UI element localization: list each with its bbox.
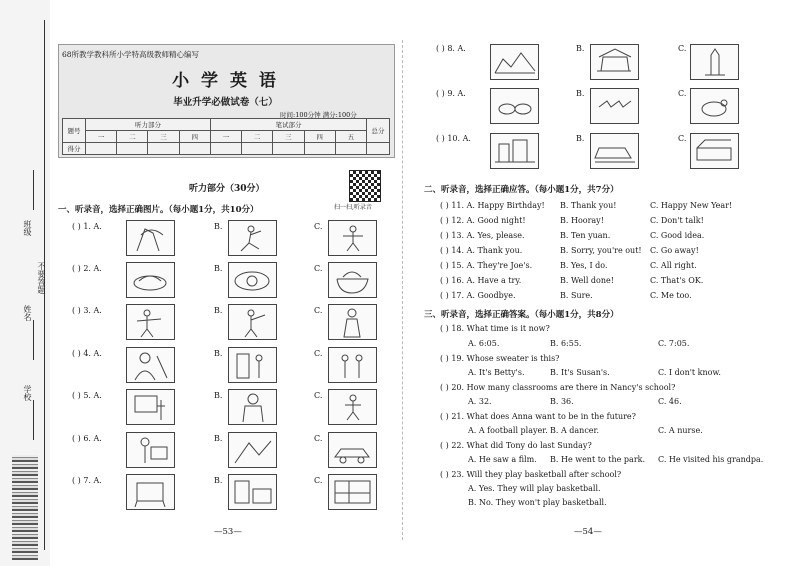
picture-3a[interactable] (126, 304, 175, 340)
question-num: ( ) 8. A. (436, 44, 466, 53)
option-label: C. (314, 349, 323, 358)
name-line (33, 320, 34, 360)
option-c: C. Don't talk! (650, 216, 704, 225)
picture-10c[interactable] (690, 133, 739, 169)
qr-code-icon[interactable] (349, 170, 381, 202)
score-col: 三 (148, 131, 179, 143)
question-num: ( ) 2. A. (72, 264, 102, 273)
picture-6c[interactable] (328, 432, 377, 468)
school-line (33, 400, 34, 440)
question-text: ( ) 18. What time is it now? (440, 324, 550, 333)
question-row: ( ) 15. A. They're Joe's. (440, 261, 533, 270)
option-label: B. (214, 264, 223, 273)
score-col: 四 (179, 131, 210, 143)
option-label: B. (576, 44, 585, 53)
question-text: ( ) 23. Will they play basketball after school? (440, 470, 622, 479)
score-input-cell[interactable] (179, 143, 210, 155)
picture-1c[interactable] (328, 220, 377, 256)
question-num: ( ) 3. A. (72, 306, 102, 315)
option-label: C. (678, 44, 687, 53)
option-c: C. Happy New Year! (650, 201, 733, 210)
option-c: C. A nurse. (658, 426, 703, 435)
option-b: B. 36. (550, 397, 574, 406)
question-num: ( ) 6. A. (72, 434, 102, 443)
score-input-cell[interactable] (117, 143, 148, 155)
picture-5b[interactable] (228, 389, 277, 425)
question-num: ( ) 5. A. (72, 391, 102, 400)
question-num: ( ) 1. A. (72, 222, 102, 231)
score-col: 四 (304, 131, 335, 143)
page-divider (402, 40, 403, 540)
option-b: B. A dancer. (550, 426, 600, 435)
option-label: B. (214, 349, 223, 358)
header-tagline: 68所教学教科所小学特高级教师精心编写 (62, 50, 200, 59)
picture-7a[interactable] (126, 474, 175, 510)
option-c: C. All right. (650, 261, 697, 270)
picture-9b[interactable] (590, 88, 639, 124)
class-line (33, 170, 34, 210)
score-input-cell[interactable] (367, 143, 390, 155)
option-b: B. Ten yuan. (560, 231, 611, 240)
option-b: B. He went to the park. (550, 455, 646, 464)
picture-8a[interactable] (490, 44, 539, 80)
score-col: 一 (210, 131, 241, 143)
picture-8c[interactable] (690, 44, 739, 80)
option-c: C. 46. (658, 397, 682, 406)
picture-5a[interactable] (126, 389, 175, 425)
listening-part-title: 听力部分（30分） (189, 184, 265, 194)
option-label: B. (214, 434, 223, 443)
binding-margin (0, 0, 50, 566)
question-row: ( ) 17. A. Goodbye. (440, 291, 516, 300)
option-a: A. 32. (468, 397, 492, 406)
dont-answer-label: 不要答题 (37, 262, 46, 294)
option-label: C. (314, 306, 323, 315)
option-b: B. 6:55. (550, 339, 582, 348)
question-row: ( ) 11. A. Happy Birthday! (440, 201, 545, 210)
score-input-cell[interactable] (335, 143, 366, 155)
option-label: C. (314, 434, 323, 443)
picture-4b[interactable] (228, 347, 277, 383)
question-text: ( ) 21. What does Anna want to be in the future? (440, 412, 636, 421)
score-input-cell[interactable] (210, 143, 241, 155)
picture-9a[interactable] (490, 88, 539, 124)
option-label: C. (678, 134, 687, 143)
exam-subtitle: 毕业升学必做试卷（七） (173, 97, 278, 108)
option-b: B. No. They won't play basketball. (468, 498, 607, 507)
option-label: B. (214, 391, 223, 400)
score-input-cell[interactable] (86, 143, 117, 155)
option-label: B. (214, 476, 223, 485)
picture-8b[interactable] (590, 44, 639, 80)
section-3-title: 三、听录音，选择正确答案。（每小题1分，共8分） (424, 310, 619, 320)
score-input-cell[interactable] (273, 143, 304, 155)
school-label: 学校 (23, 385, 32, 401)
score-col: 三 (273, 131, 304, 143)
option-c: C. I don't know. (658, 368, 721, 377)
picture-6a[interactable] (126, 432, 175, 468)
picture-2c[interactable] (328, 262, 377, 298)
page-number-right: —54— (574, 527, 602, 537)
question-num: ( ) 7. A. (72, 476, 102, 485)
score-header-cell: 听力部分 (86, 119, 211, 131)
score-col: 二 (117, 131, 148, 143)
option-c: C. Good idea. (650, 231, 705, 240)
picture-2b[interactable] (228, 262, 277, 298)
qr-caption: 扫一扫,听录音 (334, 204, 372, 211)
score-label: 得分 (63, 143, 86, 155)
option-b: B. Sure. (560, 291, 593, 300)
picture-4c[interactable] (328, 347, 377, 383)
option-b: B. It's Susan's. (550, 368, 610, 377)
score-header-cell: 总分 (367, 119, 390, 143)
option-a: A. He saw a film. (468, 455, 537, 464)
name-label: 姓名 (23, 305, 32, 321)
option-label: B. (576, 89, 585, 98)
exam-title: 小 学 英 语 (172, 71, 279, 91)
option-b: B. Thank you! (560, 201, 617, 210)
picture-3b[interactable] (228, 304, 277, 340)
score-header-cell: 笔试部分 (210, 119, 366, 131)
option-label: C. (314, 476, 323, 485)
score-input-cell[interactable] (148, 143, 179, 155)
question-num: ( ) 10. A. (436, 134, 471, 143)
picture-7c[interactable] (328, 474, 377, 510)
option-c: C. Go away! (650, 246, 699, 255)
picture-5c[interactable] (328, 389, 377, 425)
picture-9c[interactable] (690, 88, 739, 124)
question-num: ( ) 9. A. (436, 89, 466, 98)
option-c: C. Me too. (650, 291, 692, 300)
score-header-cell: 题号 (63, 119, 86, 143)
option-b: B. Yes, I do. (560, 261, 608, 270)
option-a: A. Yes. They will play basketball. (468, 484, 601, 493)
section-2-title: 二、听录音，选择正确应答。（每小题1分，共7分） (424, 185, 619, 195)
option-label: C. (314, 391, 323, 400)
picture-3c[interactable] (328, 304, 377, 340)
question-text: ( ) 19. Whose sweater is this? (440, 354, 560, 363)
option-label: C. (314, 264, 323, 273)
class-label: 班级 (23, 220, 32, 236)
question-row: ( ) 14. A. Thank you. (440, 246, 523, 255)
score-table (62, 118, 390, 155)
score-input-cell[interactable] (304, 143, 335, 155)
option-c: C. 7:05. (658, 339, 690, 348)
option-label: B. (214, 222, 223, 231)
picture-10b[interactable] (590, 133, 639, 169)
exam-meta: 时间:100分钟 满分:100分 (280, 111, 357, 119)
option-label: B. (214, 306, 223, 315)
picture-6b[interactable] (228, 432, 277, 468)
score-input-cell[interactable] (242, 143, 273, 155)
picture-1b[interactable] (228, 220, 277, 256)
option-c: C. That's OK. (650, 276, 704, 285)
question-row: ( ) 13. A. Yes, please. (440, 231, 525, 240)
option-a: A. It's Betty's. (468, 368, 525, 377)
option-b: B. Sorry, you're out! (560, 246, 642, 255)
picture-1a[interactable] (126, 220, 175, 256)
option-b: B. Well done! (560, 276, 614, 285)
picture-2a[interactable] (126, 262, 175, 298)
option-a: A. A football player. (468, 426, 548, 435)
option-label: C. (678, 89, 687, 98)
question-row: ( ) 12. A. Good night! (440, 216, 526, 225)
picture-7b[interactable] (228, 474, 277, 510)
question-text: ( ) 20. How many classrooms are there in Nancy's school? (440, 383, 676, 392)
picture-4a[interactable] (126, 347, 175, 383)
question-num: ( ) 4. A. (72, 349, 102, 358)
question-text: ( ) 22. What did Tony do last Sunday? (440, 441, 592, 450)
page-number-left: —53— (214, 527, 242, 537)
score-col: 五 (335, 131, 366, 143)
barcode (12, 455, 38, 560)
question-row: ( ) 16. A. Have a try. (440, 276, 522, 285)
option-label: C. (314, 222, 323, 231)
option-b: B. Hooray! (560, 216, 604, 225)
picture-10a[interactable] (490, 133, 539, 169)
option-c: C. He visited his grandpa. (658, 455, 764, 464)
score-col: 二 (242, 131, 273, 143)
section-1-title: 一、听录音，选择正确图片。（每小题1分，共10分） (58, 205, 259, 215)
score-col: 一 (86, 131, 117, 143)
option-a: A. 6:05. (468, 339, 500, 348)
option-label: B. (576, 134, 585, 143)
